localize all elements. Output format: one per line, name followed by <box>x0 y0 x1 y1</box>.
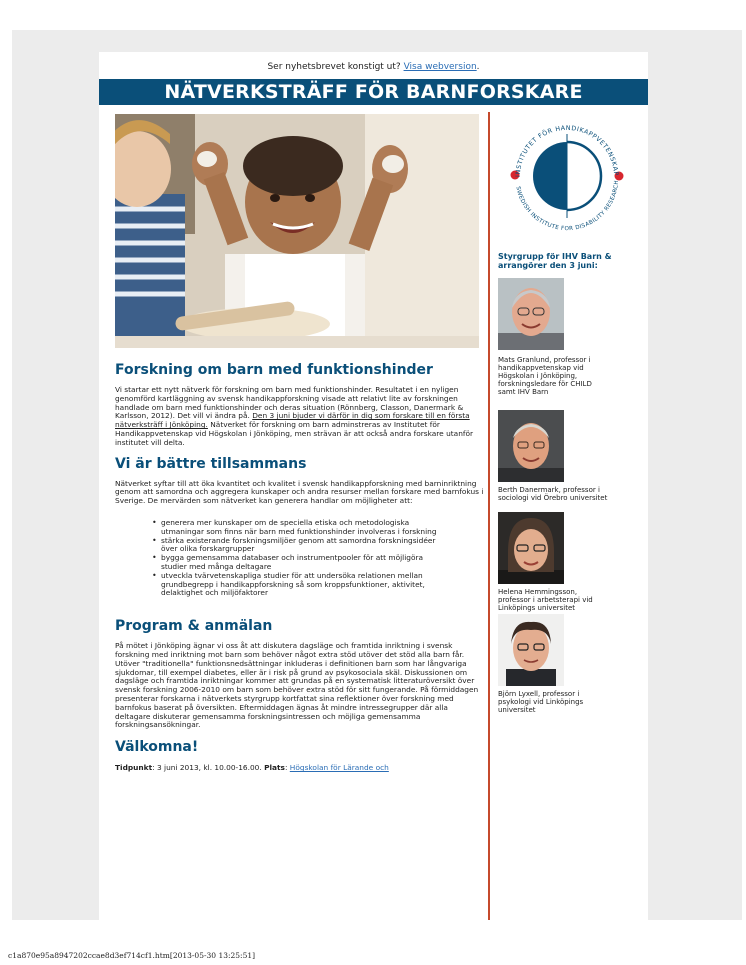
portrait-photo <box>498 512 564 584</box>
person-caption: Helena Hemmingsson, professor i arbetsterapi vid Linköpings universitet <box>498 588 593 612</box>
venue-link[interactable]: Högskolan för Lärande och <box>289 763 389 773</box>
section-heading-program: Program & anmälan <box>115 618 273 635</box>
place-label: Plats <box>264 763 285 773</box>
webversion-prompt: Ser nyhetsbrevet konstigt ut? <box>267 62 401 72</box>
person-caption: Mats Granlund, professor i handikappvetenskap vid Högskolan i Jönköping, forskningsledare för CHILD samt IHV Barn <box>498 356 592 396</box>
source-footer: c1a870e95a8947202ccae8d3ef714cf1.htm[2013-05-30 13:25:51] <box>8 951 256 960</box>
section-heading-together: Vi är bättre tillsammans <box>115 455 307 472</box>
benefits-list <box>115 519 485 598</box>
sidebar <box>498 112 640 714</box>
main-column <box>115 114 485 773</box>
section-heading-welcome: Välkomna! <box>115 739 199 756</box>
hero-photo-child-baking <box>115 114 479 348</box>
program-paragraph: På mötet i Jönköping ägnar vi oss åt att diskutera dagsläge och framtida inriktning i svensk forskning med inriktning mot barn som behöver något extra stöd utöver det stöd alla barn får. Utöver "traditionella" funktionsnedsättningar inkluderas i definitionen barn som har långvariga sjukdomar, till exempel diabetes, eller är i risk på grund av psykosociala skäl. Diskussionen om dagsläge och framtida inriktningar kommer att grundas på en systematisk litteraturöversikt över svensk forskning 2006-2010 om barn som behöver extra stöd för sitt fungerande. På förmiddagen presenterar forskarna i nätverkets styrgrupp kortfattat sina reflektioner över forskning med barnfokus baserat på översikten. Eftermiddagen ägnas åt mindre intressegrupper där alla deltagare diskuterar gemensamma forskningsintressen och möjliga gemensamma forskningsansökningar. <box>115 641 479 730</box>
section-heading-research: Forskning om barn med funktionshinder <box>115 362 433 378</box>
list-item: • bygga gemensamma databaser och instrumentpooler för att möjligöra studier med många deltagare <box>115 554 441 572</box>
event-details: Tidpunkt: 3 juni 2013, kl. 10.00-16.00. Plats: Högskolan för Lärande och <box>115 763 389 773</box>
svg-text:SWEDISH INSTITUTE FOR DISABILI: SWEDISH INSTITUTE FOR DISABILITY RESEARCH <box>514 179 621 233</box>
together-paragraph: Nätverket syftar till att öka kvantitet och kvalitet i svensk handikappforskning med barninriktning genom att samordna och aggregera kunskaper och andra resurser mellan forskare med barnfokus i Sverige. De mervärden som nätverket kan generera handlar om möjligheter att: <box>115 478 484 506</box>
time-label: Tidpunkt <box>115 763 153 773</box>
person-caption: Berth Danermark, professor i sociologi vid Örebro universitet <box>498 486 608 502</box>
steering-group-title: Styrgrupp för IHV Barn & arrangörer den 3 juni: <box>498 252 612 270</box>
research-paragraph: Vi startar ett nytt nätverk för forskning om barn med funktionshinder. Resultatet i en nyligen genomförd kartläggning av svensk handikappforskning visade att relativt lite av forskningen handlade om barn med funktionshinder och deras situation (Rönnberg, Classon, Danermark & Karlsson, 2012). Det vill vi ändra på. Den 3 juni bjuder vi därför in dig som forskare till en första nätverksträff i Jönköping. Nätverket för forskning om barn adminstreras av Institutet för Handikappvetenskap vid Högskolan i Jönköping, men strävan är att också andra forskare utanför institutet vill delta. <box>115 385 474 447</box>
portrait-photo <box>498 410 564 482</box>
column-divider <box>488 112 490 920</box>
ihv-logo <box>502 112 632 242</box>
list-item: • generera mer kunskaper om de speciella etiska och metodologiska utmaningar som finns när barn med funktionshinder involveras i forskning <box>115 519 441 537</box>
list-item: • stärka existerande forskningsmiljöer genom att samordna forskningsidéer över olika forskargrupper <box>115 537 441 555</box>
newsletter-banner: NÄTVERKSTRÄFF FÖR BARNFORSKARE <box>99 79 648 105</box>
invitation-underlined: Den 3 juni bjuder vi därför in dig som forskare till en första nätverksträff i Jönköping. <box>115 411 470 430</box>
portrait-photo <box>498 614 564 686</box>
svg-text:INSTITUTET FÖR HANDIKAPPVETENS: INSTITUTET FÖR HANDIKAPPVETENSKAP <box>514 124 620 178</box>
portrait-photo <box>498 278 564 350</box>
webversion-line: Ser nyhetsbrevet konstigt ut? Visa webversion. <box>267 62 480 72</box>
webversion-link[interactable]: Visa webversion <box>403 62 477 72</box>
person-caption: Björn Lyxell, professor i psykologi vid Linköpings universitet <box>498 690 584 714</box>
time-value: : 3 juni 2013, kl. 10.00-16.00. <box>152 763 265 773</box>
list-item: • utveckla tvärvetenskapliga studier för att undersöka relationen mellan grundbegrepp i handikappforskning så som kroppsfunktioner, aktivitet, delaktighet och miljöfaktorer <box>115 572 441 598</box>
newsletter <box>99 52 648 920</box>
